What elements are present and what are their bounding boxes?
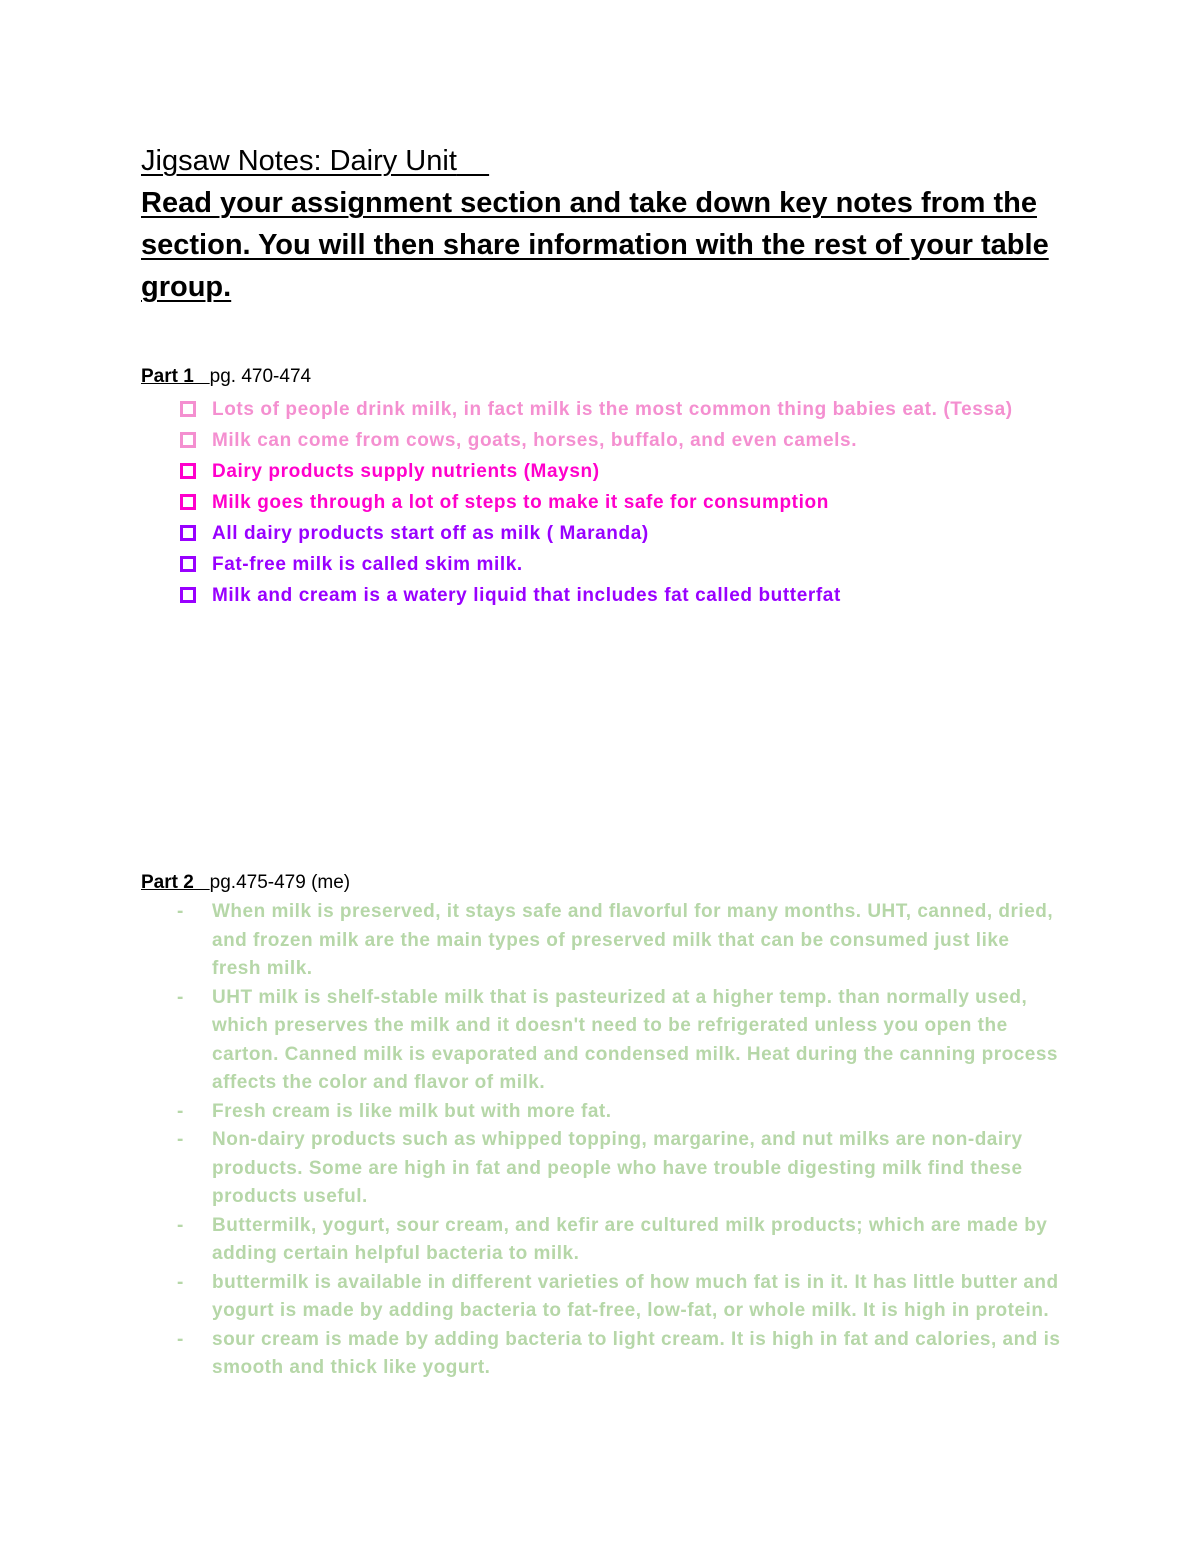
list-item (141, 1212, 1062, 1269)
list-item-text: Buttermilk, yogurt, sour cream, and kefir are cultured milk products; which are made by adding certain helpful bacteria to milk. (212, 1214, 1048, 1264)
checklist-item-text: Fat-free milk is called skim milk. (212, 554, 523, 575)
checklist-item-text: All dairy products start off as milk ( Maranda) (212, 523, 649, 544)
dash-bullet: - (177, 901, 184, 922)
checkbox-icon[interactable] (180, 432, 196, 448)
checklist-item-text: Dairy products supply nutrients (Maysn) (212, 461, 600, 482)
checklist-item-text: Lots of people drink milk, in fact milk is the most common thing babies eat. (Tessa) (212, 399, 1013, 420)
list-item-text: Fresh cream is like milk but with more fat. (212, 1100, 612, 1122)
checklist-item-text: Milk can come from cows, goats, horses, buffalo, and even camels. (212, 430, 858, 451)
checklist-item (141, 551, 1032, 580)
dash-bullet: - (177, 986, 184, 1008)
dash-bullet: - (177, 1100, 184, 1122)
checklist-item-text: Milk goes through a lot of steps to make it safe for consumption (212, 492, 829, 513)
part-1-section (141, 364, 1032, 613)
checkbox-icon[interactable] (180, 525, 196, 541)
dash-bullet: - (177, 1214, 184, 1236)
checklist-item (141, 458, 1032, 487)
list-item (141, 1126, 1062, 1212)
checklist-item-text: Milk and cream is a watery liquid that includes fat called butterfat (212, 585, 841, 606)
dash-bullet: - (177, 1328, 184, 1350)
dash-bullet: - (177, 1271, 184, 1293)
list-item-text: UHT milk is shelf-stable milk that is pasteurized at a higher temp. than normally used, which preserves the milk and it doesn't need to be refrigerated unless you open the carton. Canned milk is evaporated and condensed milk. Heat during the canning process affects the color and flavor of milk. (212, 986, 1058, 1093)
dash-bullet: - (177, 1129, 184, 1150)
document-page (141, 140, 1071, 1378)
list-item (141, 1098, 1062, 1127)
checkbox-icon[interactable] (180, 463, 196, 479)
checkbox-icon[interactable] (180, 401, 196, 417)
part-2-label: Part 2 (141, 872, 210, 893)
checklist-item (141, 489, 1032, 518)
list-item-text: buttermilk is available in different varieties of how much fat is in it. It has little butter and yogurt is made by adding bacteria to fat-free, low-fat, or whole milk. It is high in protein. (212, 1271, 1059, 1321)
checklist-item (141, 396, 1032, 425)
part-1-pages: pg. 470-474 (209, 366, 312, 387)
title-text: Jigsaw Notes: Dairy Unit (141, 145, 457, 177)
part-2-bullet-list (141, 898, 1071, 1383)
checklist-item (141, 582, 1032, 611)
list-item (141, 898, 1062, 984)
part-1-label: Part 1 (141, 366, 210, 387)
list-item (141, 984, 1062, 1098)
checkbox-icon[interactable] (180, 494, 196, 510)
part-2-section (141, 870, 1071, 1383)
part-1-checklist (141, 396, 1032, 611)
list-item (141, 1269, 1062, 1326)
checkbox-icon[interactable] (180, 556, 196, 572)
part-2-pages: pg.475-479 (me) (209, 872, 351, 893)
checkbox-icon[interactable] (180, 587, 196, 603)
list-item-text: sour cream is made by adding bacteria to light cream. It is high in fat and calories, and is smooth and thick like yogurt. (212, 1328, 1061, 1378)
part-2-heading (141, 870, 1071, 896)
title-underline-tail (457, 145, 489, 177)
document-title (141, 140, 1071, 182)
part-1-heading (141, 364, 1032, 390)
checklist-item (141, 520, 1032, 549)
list-item (141, 1326, 1062, 1383)
list-item-text: Non-dairy products such as whipped topping, margarine, and nut milks are non-dairy products. Some are high in fat and people who have trouble digesting milk find these products useful. (212, 1129, 1023, 1207)
instructions-text: Read your assignment section and take down key notes from the section. You will then share information with the rest of your table group. (141, 187, 1049, 303)
checklist-item (141, 427, 1032, 456)
list-item-text: When milk is preserved, it stays safe and flavorful for many months. UHT, canned, dried, and frozen milk are the main types of preserved milk that can be consumed just like fresh milk. (212, 901, 1054, 979)
